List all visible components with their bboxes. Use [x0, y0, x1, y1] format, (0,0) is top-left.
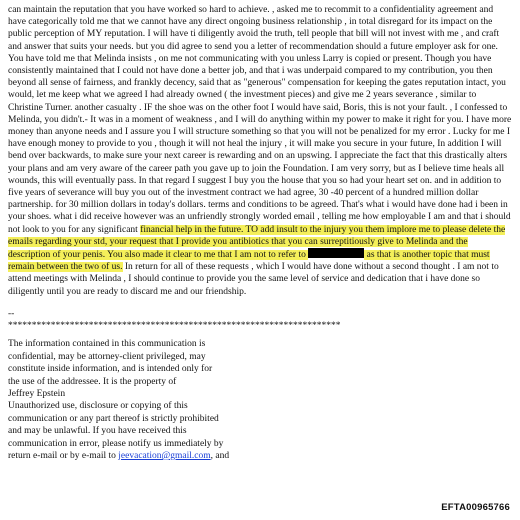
highlighted-text-2: as that is another topic that must remain between the two of us.	[8, 250, 490, 273]
footer-line: constitute inside information, and is intended only for	[8, 364, 213, 375]
highlighted-text-1: financial help in the future. TO add insult to the injury you them implore me to please delete the emails regarding your std, your request that I provide you antibiotics that you can surreptitiously give to Melinda and the description of your penis. You also made it clear to me that I am not to refer to	[8, 224, 506, 261]
footer-line-last	[8, 450, 308, 462]
footer-line: and may be unlawful. If you have received this	[8, 426, 187, 437]
redaction-box	[308, 248, 364, 258]
footer-line: Jeffrey Epstein	[8, 388, 66, 399]
email-body	[8, 4, 512, 298]
footer-line: The information contained in this communication is	[8, 339, 206, 350]
body-text-part-1: can maintain the reputation that you have worked so hard to achieve. , asked me to recommit to a confidentiality agreement and have categorically told me that we cannot have any direct ongoing business relationship , in total disregard for its impact on the public perception of MY reputation. I will have ti diligently avoid the truth, tell people that bill will not invest with me , and craft and answer that suits your needs. but you did agree to send you a letter of recommendation should a future employer ask for one. You have told me that Melinda insists , on me not communicating with you unless Larry is copied or present. Though you have consistently maintained that I could not have done a better job, and that i was underpaid compared to my contribution, you then beyond all sense of fairness, and frankly decency, said that as "generous" compensation for keeping the gates reputation intact, you would, let me keep what we agreed I had already owned ( the investment pieces) and give me 2 years severance , similar to Christine Turner. another casualty . IF the shoe was on the other foot I would have said, Boris, this is not your fault. , I confessed to Melinda, you didn't.- It was in a moment of weakness , and I will do anything within my power to make it right for you. I have more money than anyone needs and I assure you I will structure something so that you will not be penalized for my error . Lucky for me I have enough money to provide to you , though it will not heal the injury , it will make you secure in your future, In addition I will bend over backwards, to make sure your next career is rewarding and on an upswing. I appreciate the fact that this drastically alters your plans and am very aware of the career path you gave up to join the Foundation. I am very sorry, but as I believe time heals all wounds, this will eventually pass. In that regard I suggest I buy you the house that you so had your heart set on. and in addition to five years of severance will buy you out of the investment contract we had agree, 30 -40 percent of a hundred million dollar partnership. for 30 million dollars in today's dollars. terms and conditions to be agreed. That's what i would have done had i been in your shoes. what i did receive however was an unfriendly strongly worded email , telling me how employable I am and that i should not look to you for any significant	[8, 5, 512, 235]
footer-line: confidential, may be attorney-client privileged, may	[8, 351, 206, 362]
document-page	[8, 4, 512, 462]
email-link[interactable]: jeevacation@gmail.com	[118, 450, 211, 461]
separator-dash: --	[8, 308, 15, 319]
confidentiality-footer	[8, 338, 308, 462]
footer-line: communication or any part thereof is strictly prohibited	[8, 413, 219, 424]
separator-stars: **********************************************************************	[8, 321, 341, 332]
document-id-stamp: EFTA00965766	[441, 502, 510, 513]
footer-line: the use of the addressee. It is the property of	[8, 376, 177, 387]
footer-line: communication in error, please notify us immediately by	[8, 438, 224, 449]
footer-and-text: , and	[210, 450, 230, 461]
footer-line: Unauthorized use, disclosure or copying of this	[8, 401, 188, 412]
body-text-part-2: In return for all of these requests , which I would have done without a second thought . I am not to attend meetings with Melinda , I should continue to provide you the same level of service and dedication that i have done so diligently until you are ready to discard me and our friendship.	[8, 262, 499, 297]
footer-return-text: return e-mail or by e-mail to	[8, 450, 119, 461]
